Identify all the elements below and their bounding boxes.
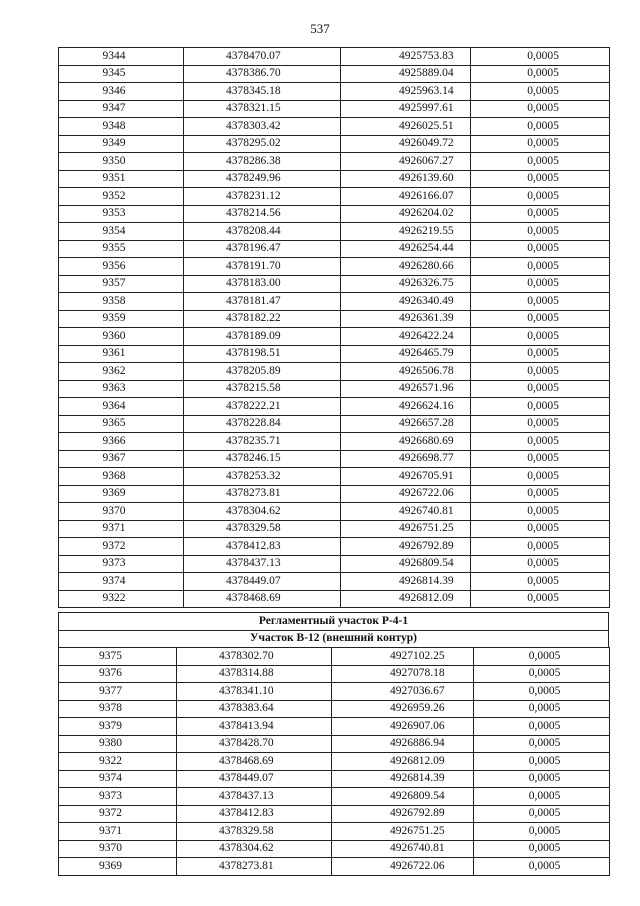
y-coordinate-cell: 4926280.66 — [341, 258, 471, 276]
y-coordinate-cell: 4926751.25 — [332, 823, 474, 841]
x-coordinate-cell: 4378437.13 — [177, 788, 332, 806]
tolerance-cell: 0,0005 — [471, 450, 610, 468]
y-coordinate-cell: 4926907.06 — [332, 718, 474, 736]
table-row — [59, 735, 610, 753]
tolerance-cell: 0,0005 — [474, 718, 610, 736]
point-number-cell: 9362 — [59, 363, 184, 381]
tolerance-cell: 0,0005 — [471, 118, 610, 136]
x-coordinate-cell: 4378189.09 — [184, 328, 341, 346]
table-row — [59, 135, 610, 153]
y-coordinate-cell: 4926254.44 — [341, 240, 471, 258]
tolerance-cell: 0,0005 — [471, 223, 610, 241]
x-coordinate-cell: 4378437.13 — [184, 555, 341, 573]
table-row — [59, 310, 610, 328]
tolerance-cell: 0,0005 — [471, 188, 610, 206]
table-row — [59, 433, 610, 451]
y-coordinate-cell: 4926740.81 — [341, 503, 471, 521]
coordinates-table-top — [58, 47, 610, 608]
x-coordinate-cell: 4378314.88 — [177, 665, 332, 683]
point-number-cell: 9352 — [59, 188, 184, 206]
x-coordinate-cell: 4378249.96 — [184, 170, 341, 188]
tolerance-cell: 0,0005 — [471, 258, 610, 276]
x-coordinate-cell: 4378205.89 — [184, 363, 341, 381]
table-row — [59, 363, 610, 381]
point-number-cell: 9367 — [59, 450, 184, 468]
point-number-cell: 9368 — [59, 468, 184, 486]
tolerance-cell: 0,0005 — [474, 665, 610, 683]
section-header-table — [58, 612, 609, 648]
table-row — [59, 683, 610, 701]
y-coordinate-cell: 4926792.89 — [341, 538, 471, 556]
x-coordinate-cell: 4378304.62 — [184, 503, 341, 521]
point-number-cell: 9370 — [59, 840, 177, 858]
table-row — [59, 100, 610, 118]
table-row — [59, 858, 610, 876]
y-coordinate-cell: 4926067.27 — [341, 153, 471, 171]
table-row — [59, 823, 610, 841]
table-row — [59, 275, 610, 293]
point-number-cell: 9370 — [59, 503, 184, 521]
tolerance-cell: 0,0005 — [471, 100, 610, 118]
x-coordinate-cell: 4378412.83 — [177, 805, 332, 823]
subsection-title: Участок В-12 (внешний контур) — [59, 630, 609, 648]
y-coordinate-cell: 4926624.16 — [341, 398, 471, 416]
y-coordinate-cell: 4927036.67 — [332, 683, 474, 701]
tolerance-cell: 0,0005 — [471, 555, 610, 573]
tolerance-cell: 0,0005 — [471, 205, 610, 223]
point-number-cell: 9377 — [59, 683, 177, 701]
point-number-cell: 9349 — [59, 135, 184, 153]
table-row — [59, 153, 610, 171]
tolerance-cell: 0,0005 — [471, 538, 610, 556]
x-coordinate-cell: 4378321.15 — [184, 100, 341, 118]
point-number-cell: 9369 — [59, 485, 184, 503]
tolerance-cell: 0,0005 — [471, 468, 610, 486]
tolerance-cell: 0,0005 — [471, 380, 610, 398]
point-number-cell: 9357 — [59, 275, 184, 293]
point-number-cell: 9374 — [59, 573, 184, 591]
y-coordinate-cell: 4925997.61 — [341, 100, 471, 118]
table-row — [59, 700, 610, 718]
y-coordinate-cell: 4926139.60 — [341, 170, 471, 188]
table-row — [59, 788, 610, 806]
table-row — [59, 450, 610, 468]
point-number-cell: 9350 — [59, 153, 184, 171]
table-row — [59, 753, 610, 771]
y-coordinate-cell: 4927078.18 — [332, 665, 474, 683]
point-number-cell: 9371 — [59, 823, 177, 841]
coordinates-table-bottom-body — [59, 648, 610, 876]
table-row — [59, 293, 610, 311]
tolerance-cell: 0,0005 — [474, 648, 610, 666]
x-coordinate-cell: 4378449.07 — [177, 770, 332, 788]
tolerance-cell: 0,0005 — [471, 240, 610, 258]
table-row — [59, 415, 610, 433]
y-coordinate-cell: 4926740.81 — [332, 840, 474, 858]
tolerance-cell: 0,0005 — [471, 293, 610, 311]
x-coordinate-cell: 4378303.42 — [184, 118, 341, 136]
x-coordinate-cell: 4378215.58 — [184, 380, 341, 398]
table-row — [59, 118, 610, 136]
coordinates-table-top-body — [59, 48, 610, 608]
section-title: Регламентный участок Р-4-1 — [59, 613, 609, 631]
x-coordinate-cell: 4378228.84 — [184, 415, 341, 433]
x-coordinate-cell: 4378214.56 — [184, 205, 341, 223]
table-row — [59, 170, 610, 188]
tolerance-cell: 0,0005 — [471, 433, 610, 451]
y-coordinate-cell: 4925963.14 — [341, 83, 471, 101]
table-row — [59, 205, 610, 223]
x-coordinate-cell: 4378345.18 — [184, 83, 341, 101]
point-number-cell: 9345 — [59, 65, 184, 83]
x-coordinate-cell: 4378413.94 — [177, 718, 332, 736]
table-row — [59, 805, 610, 823]
point-number-cell: 9372 — [59, 538, 184, 556]
x-coordinate-cell: 4378222.21 — [184, 398, 341, 416]
tolerance-cell: 0,0005 — [474, 840, 610, 858]
table-row — [59, 665, 610, 683]
x-coordinate-cell: 4378329.58 — [184, 520, 341, 538]
section-row — [59, 613, 609, 631]
y-coordinate-cell: 4926340.49 — [341, 293, 471, 311]
y-coordinate-cell: 4926049.72 — [341, 135, 471, 153]
y-coordinate-cell: 4926812.09 — [341, 590, 471, 608]
table-row — [59, 520, 610, 538]
table-row — [59, 258, 610, 276]
y-coordinate-cell: 4926361.39 — [341, 310, 471, 328]
point-number-cell: 9380 — [59, 735, 177, 753]
y-coordinate-cell: 4926506.78 — [341, 363, 471, 381]
y-coordinate-cell: 4926722.06 — [341, 485, 471, 503]
y-coordinate-cell: 4926698.77 — [341, 450, 471, 468]
table-row — [59, 590, 610, 608]
y-coordinate-cell: 4926204.02 — [341, 205, 471, 223]
point-number-cell: 9376 — [59, 665, 177, 683]
table-row — [59, 65, 610, 83]
x-coordinate-cell: 4378273.81 — [177, 858, 332, 876]
table-row — [59, 188, 610, 206]
tolerance-cell: 0,0005 — [471, 485, 610, 503]
tolerance-cell: 0,0005 — [471, 520, 610, 538]
x-coordinate-cell: 4378182.22 — [184, 310, 341, 328]
y-coordinate-cell: 4926571.96 — [341, 380, 471, 398]
x-coordinate-cell: 4378341.10 — [177, 683, 332, 701]
table-row — [59, 573, 610, 591]
point-number-cell: 9372 — [59, 805, 177, 823]
x-coordinate-cell: 4378329.58 — [177, 823, 332, 841]
table-row — [59, 240, 610, 258]
y-coordinate-cell: 4926219.55 — [341, 223, 471, 241]
y-coordinate-cell: 4926809.54 — [332, 788, 474, 806]
tolerance-cell: 0,0005 — [474, 788, 610, 806]
point-number-cell: 9373 — [59, 788, 177, 806]
y-coordinate-cell: 4925889.04 — [341, 65, 471, 83]
y-coordinate-cell: 4926809.54 — [341, 555, 471, 573]
x-coordinate-cell: 4378295.02 — [184, 135, 341, 153]
point-number-cell: 9363 — [59, 380, 184, 398]
tolerance-cell: 0,0005 — [471, 345, 610, 363]
tolerance-cell: 0,0005 — [474, 805, 610, 823]
table-row — [59, 538, 610, 556]
x-coordinate-cell: 4378386.70 — [184, 65, 341, 83]
x-coordinate-cell: 4378286.38 — [184, 153, 341, 171]
y-coordinate-cell: 4926886.94 — [332, 735, 474, 753]
x-coordinate-cell: 4378183.00 — [184, 275, 341, 293]
table-row — [59, 380, 610, 398]
point-number-cell: 9359 — [59, 310, 184, 328]
point-number-cell: 9374 — [59, 770, 177, 788]
y-coordinate-cell: 4927102.25 — [332, 648, 474, 666]
point-number-cell: 9365 — [59, 415, 184, 433]
table-row — [59, 345, 610, 363]
point-number-cell: 9354 — [59, 223, 184, 241]
tolerance-cell: 0,0005 — [471, 275, 610, 293]
tolerance-cell: 0,0005 — [471, 83, 610, 101]
point-number-cell: 9361 — [59, 345, 184, 363]
x-coordinate-cell: 4378191.70 — [184, 258, 341, 276]
point-number-cell: 9378 — [59, 700, 177, 718]
y-coordinate-cell: 4926751.25 — [341, 520, 471, 538]
x-coordinate-cell: 4378412.83 — [184, 538, 341, 556]
tolerance-cell: 0,0005 — [471, 170, 610, 188]
tolerance-cell: 0,0005 — [474, 683, 610, 701]
y-coordinate-cell: 4926722.06 — [332, 858, 474, 876]
x-coordinate-cell: 4378302.70 — [177, 648, 332, 666]
point-number-cell: 9375 — [59, 648, 177, 666]
x-coordinate-cell: 4378468.69 — [177, 753, 332, 771]
point-number-cell: 9347 — [59, 100, 184, 118]
y-coordinate-cell: 4926959.26 — [332, 700, 474, 718]
point-number-cell: 9353 — [59, 205, 184, 223]
x-coordinate-cell: 4378468.69 — [184, 590, 341, 608]
table-row — [59, 83, 610, 101]
point-number-cell: 9366 — [59, 433, 184, 451]
point-number-cell: 9344 — [59, 48, 184, 66]
tolerance-cell: 0,0005 — [471, 503, 610, 521]
tolerance-cell: 0,0005 — [471, 310, 610, 328]
table-row — [59, 648, 610, 666]
x-coordinate-cell: 4378208.44 — [184, 223, 341, 241]
x-coordinate-cell: 4378428.70 — [177, 735, 332, 753]
point-number-cell: 9346 — [59, 83, 184, 101]
table-row — [59, 328, 610, 346]
table-row — [59, 468, 610, 486]
table-row — [59, 555, 610, 573]
tolerance-cell: 0,0005 — [471, 363, 610, 381]
point-number-cell: 9360 — [59, 328, 184, 346]
x-coordinate-cell: 4378449.07 — [184, 573, 341, 591]
point-number-cell: 9373 — [59, 555, 184, 573]
point-number-cell: 9322 — [59, 590, 184, 608]
point-number-cell: 9351 — [59, 170, 184, 188]
tolerance-cell: 0,0005 — [471, 153, 610, 171]
x-coordinate-cell: 4378231.12 — [184, 188, 341, 206]
y-coordinate-cell: 4925753.83 — [341, 48, 471, 66]
y-coordinate-cell: 4926812.09 — [332, 753, 474, 771]
point-number-cell: 9355 — [59, 240, 184, 258]
tolerance-cell: 0,0005 — [474, 753, 610, 771]
x-coordinate-cell: 4378235.71 — [184, 433, 341, 451]
table-row — [59, 718, 610, 736]
tolerance-cell: 0,0005 — [471, 328, 610, 346]
tolerance-cell: 0,0005 — [471, 135, 610, 153]
y-coordinate-cell: 4926025.51 — [341, 118, 471, 136]
tolerance-cell: 0,0005 — [471, 398, 610, 416]
y-coordinate-cell: 4926326.75 — [341, 275, 471, 293]
tolerance-cell: 0,0005 — [471, 48, 610, 66]
tolerance-cell: 0,0005 — [471, 573, 610, 591]
point-number-cell: 9364 — [59, 398, 184, 416]
point-number-cell: 9379 — [59, 718, 177, 736]
tolerance-cell: 0,0005 — [474, 735, 610, 753]
table-row — [59, 503, 610, 521]
x-coordinate-cell: 4378246.15 — [184, 450, 341, 468]
y-coordinate-cell: 4926814.39 — [341, 573, 471, 591]
point-number-cell: 9369 — [59, 858, 177, 876]
page-number: 537 — [310, 21, 330, 36]
table-row — [59, 223, 610, 241]
y-coordinate-cell: 4926166.07 — [341, 188, 471, 206]
table-row — [59, 485, 610, 503]
x-coordinate-cell: 4378181.47 — [184, 293, 341, 311]
y-coordinate-cell: 4926680.69 — [341, 433, 471, 451]
y-coordinate-cell: 4926705.91 — [341, 468, 471, 486]
point-number-cell: 9358 — [59, 293, 184, 311]
point-number-cell: 9356 — [59, 258, 184, 276]
x-coordinate-cell: 4378198.51 — [184, 345, 341, 363]
y-coordinate-cell: 4926792.89 — [332, 805, 474, 823]
x-coordinate-cell: 4378253.32 — [184, 468, 341, 486]
coordinates-table-bottom — [58, 647, 610, 876]
y-coordinate-cell: 4926465.79 — [341, 345, 471, 363]
point-number-cell: 9348 — [59, 118, 184, 136]
tolerance-cell: 0,0005 — [474, 700, 610, 718]
tolerance-cell: 0,0005 — [474, 770, 610, 788]
point-number-cell: 9371 — [59, 520, 184, 538]
y-coordinate-cell: 4926422.24 — [341, 328, 471, 346]
table-row — [59, 840, 610, 858]
point-number-cell: 9322 — [59, 753, 177, 771]
x-coordinate-cell: 4378304.62 — [177, 840, 332, 858]
tolerance-cell: 0,0005 — [474, 858, 610, 876]
subsection-row — [59, 630, 609, 648]
tolerance-cell: 0,0005 — [471, 590, 610, 608]
x-coordinate-cell: 4378196.47 — [184, 240, 341, 258]
tolerance-cell: 0,0005 — [471, 65, 610, 83]
table-row — [59, 48, 610, 66]
y-coordinate-cell: 4926814.39 — [332, 770, 474, 788]
x-coordinate-cell: 4378470.07 — [184, 48, 341, 66]
table-row — [59, 398, 610, 416]
x-coordinate-cell: 4378383.64 — [177, 700, 332, 718]
x-coordinate-cell: 4378273.81 — [184, 485, 341, 503]
tolerance-cell: 0,0005 — [474, 823, 610, 841]
tolerance-cell: 0,0005 — [471, 415, 610, 433]
table-row — [59, 770, 610, 788]
y-coordinate-cell: 4926657.28 — [341, 415, 471, 433]
